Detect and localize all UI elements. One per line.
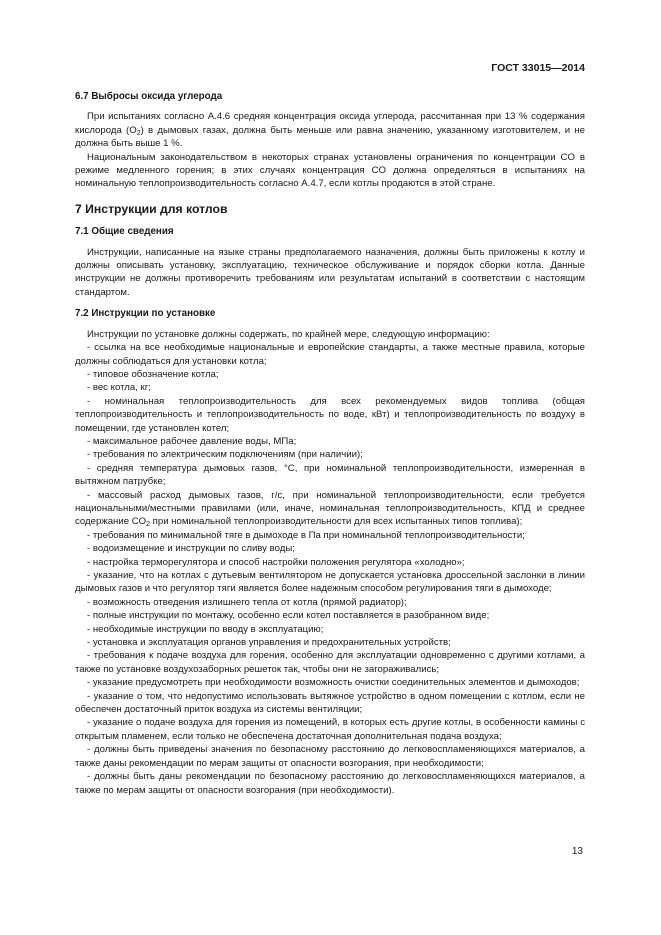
list-item: - указание о подаче воздуха для горения из помещений, в которых есть другие котлы, в особенности камины с открытым пламенем, если только не обеспечена достаточная дополнительная подача воздуха; — [75, 717, 585, 742]
list-item: - типовое обозначение котла; — [87, 368, 219, 380]
section-7-1-title: 7.1 Общие сведения — [75, 226, 174, 238]
list-item: - указание, что на котлах с дутьевым вентилятором не допускается установка дроссельной заслонки в линии дымовых газов и что регулятор тяги является более надежным способом регулирования тяги в дымоходе; — [75, 570, 585, 595]
list-item: - настройка терморегулятора и способ настройки положения регулятора «холодно»; — [87, 556, 465, 568]
document-header: ГОСТ 33015—2014 — [491, 62, 585, 74]
list-item-co2: - массовый расход дымовых газов, г/с, при номинальной теплопроизводительности, если требуется национальными/местными правилами (или, иначе, номинальная теплопроизводительность, КПД и среднее содержание $CO_2$ при номинальной теплопроизводительности для всех испытанных типов топлива); — [75, 489, 585, 529]
document-body — [75, 90, 585, 797]
list-item: - должны быть приведены значения по безопасному расстоянию до легковоспламеняющихся материалов, а также даны рекомендации по мерам защиты от опасности возгорания, при необходимости; — [75, 744, 585, 769]
list-item: - полные инструкции по монтажу, особенно если котел поставляется в разобранном виде; — [87, 610, 490, 622]
section-6-7-paragraph-2: Национальным законодательством в некоторых странах установлены ограничения по концентрации CO в режиме медленного горения; в этих случаях концентрация CO должна определяться в испытаниях на номинальную теплопроизводительность согласно А.4.7, если котлы продаются в этой стране. — [75, 151, 585, 190]
list-item: - требования по электрическим подключениям (при наличии); — [87, 449, 363, 461]
list-item: - ссылка на все необходимые национальные и европейские стандарты, а также местные правила, которые должны соблюдаться для установки котла; — [75, 342, 585, 367]
list-item: - возможность отведения излишнего тепла от котла (прямой радиатор); — [87, 596, 407, 608]
section-7-2-title: 7.2 Инструкции по установке — [75, 308, 216, 320]
list-item: - требования к подаче воздуха для горения, особенно для эксплуатации одновременно с другими котлами, а также по установке воздухозаборных решеток так, чтобы они не загораживались; — [75, 650, 585, 675]
section-7-1-paragraph: Инструкции, написанные на языке страны предполагаемого назначения, должны быть приложены к котлу и должны описывать установку, эксплуатацию, техническое обслуживание и порядок сборки котла. Данные инструкции не должны противоречить требованиям или результатам испытаний в соответствии с настоящим стандартом. — [75, 246, 585, 298]
section-7-2-intro: Инструкции по установке должны содержать, по крайней мере, следующую информацию: — [87, 328, 490, 340]
list-item: - водоизмещение и инструкции по сливу воды; — [87, 543, 295, 555]
section-6-7-title: 6.7 Выбросы оксида углерода — [75, 91, 223, 102]
list-item: - необходимые инструкции по вводу в эксплуатацию; — [87, 623, 324, 635]
section-7-title: 7 Инструкции для котлов — [75, 201, 228, 216]
list-item: - максимальное рабочее давление воды, МПа; — [87, 435, 297, 447]
list-item: - должны быть даны рекомендации по безопасному расстоянию до легковоспламеняющихся материалов, а также по мерам защиты от опасности возгорания (при необходимости). — [75, 771, 585, 796]
list-item: - установка и эксплуатация органов управления и предохранительных устройств; — [87, 637, 451, 649]
page-number: 13 — [571, 846, 583, 857]
list-item: - требования по минимальной тяге в дымоходе в Па при номинальной теплопроизводительности; — [87, 529, 525, 541]
list-item: - номинальная теплопроизводительность для всех рекомендуемых видов топлива (общая теплопроизводительность и теплопроизводительность по воде, кВт) и теплопроизводительность по воздуху в помещении, где установлен котел; — [75, 395, 585, 434]
list-item: - вес котла, кг; — [87, 382, 151, 394]
list-item: - средняя температура дымовых газов, °C, при номинальной теплопроизводительности, измеренная в вытяжном патрубке; — [75, 462, 585, 488]
section-6-7-paragraph-1: При испытаниях согласно А.4.6 средняя концентрация оксида углерода, рассчитанная при 13 % содержания кислорода $(O_2)$ в дымовых газах, должна быть меньше или равна значению, указанному изготовителем, и не должна быть выше 1 %. — [75, 111, 585, 150]
list-item: - указание предусмотреть при необходимости возможность очистки соединительных элементов и дымоходов; — [87, 677, 580, 689]
list-item: - указание о том, что недопустимо использовать вытяжное устройство в одном помещении с котлом, если не обеспечен достаточный приток воздуха из системы вентиляции; — [75, 690, 585, 716]
